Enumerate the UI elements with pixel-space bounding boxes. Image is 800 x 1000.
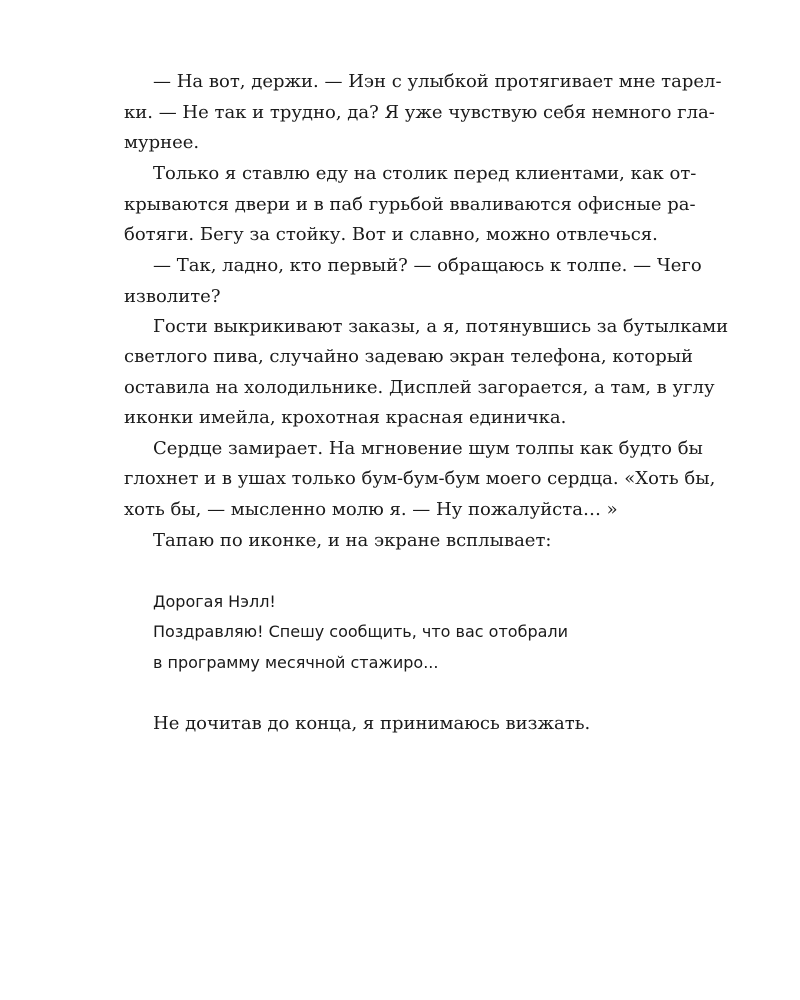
text-line-1: — На вот, держи. — Иэн с улыбкой протягивает мне тарел- [153, 71, 722, 92]
closing-line: Не дочитав до конца, я принимаюсь визжать. [153, 713, 591, 734]
text-line-3: мурнее. [124, 132, 200, 153]
text-line-13: Сердце замирает. На мгновение шум толпы как будто бы [153, 438, 703, 459]
email-line-1: Поздравляю! Спешу сообщить, что вас отобрали [153, 622, 569, 641]
text-line-7: — Так, ладно, кто первый? — обращаюсь к толпе. — Чего [153, 255, 702, 276]
email-line-2: в программу месячной стажиро... [153, 653, 439, 672]
email-greeting: Дорогая Нэлл! [153, 592, 276, 611]
text-line-12: иконки имейла, крохотная красная единичка. [124, 407, 567, 428]
text-line-10: светлого пива, случайно задеваю экран телефона, который [124, 346, 694, 367]
text-line-15: хоть бы, — мысленно молю я. — Ну пожалуйста… » [124, 499, 618, 520]
text-line-16: Тапаю по иконке, и на экране всплывает: [153, 530, 552, 551]
text-line-2: ки. — Не так и трудно, да? Я уже чувствую себя немного гла- [124, 102, 715, 123]
text-line-14: глохнет и в ушах только бум-бум-бум моего сердца. «Хоть бы, [124, 468, 716, 489]
text-line-4: Только я ставлю еду на столик перед клиентами, как от- [153, 163, 697, 184]
text-line-9: Гости выкрикивают заказы, а я, потянувшись за бутылками [153, 316, 729, 337]
text-line-8: изволите? [124, 286, 221, 307]
text-line-11: оставила на холодильнике. Дисплей загорается, а там, в углу [124, 377, 715, 398]
text-line-6: ботяги. Бегу за стойку. Вот и славно, можно отвлечься. [124, 224, 658, 245]
text-line-5: крываются двери и в паб гурьбой вваливаются офисные ра- [124, 194, 696, 215]
